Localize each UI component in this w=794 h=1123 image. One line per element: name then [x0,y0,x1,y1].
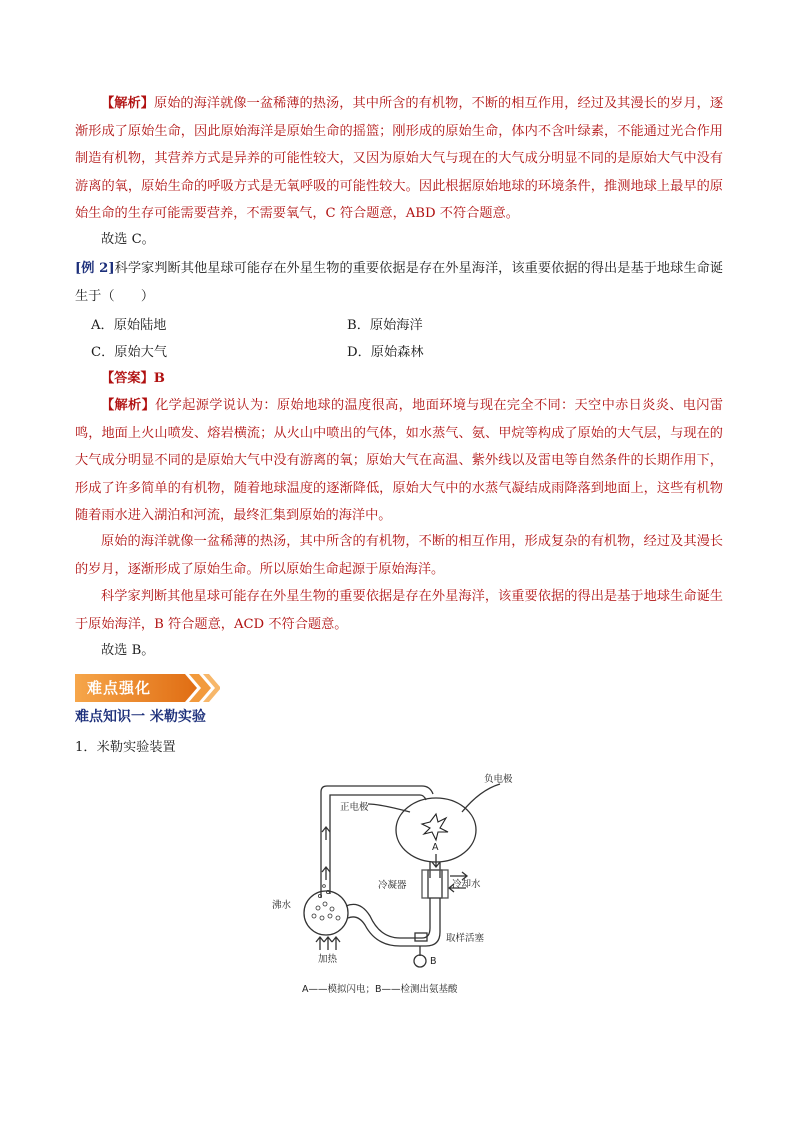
label-b: B [430,956,437,967]
list-item-1: 1．米勒实验装置 [75,740,176,755]
bubbles-icon [312,885,340,920]
analysis-2-p3: 科学家判断其他星球可能存在外星生物的重要依据是存在外星海洋，该重要依据的得出是基于地球生命诞生于原始海洋，B 符合题意，ACD 不符合题意。 [75,589,723,632]
analysis-2-p2: 原始的海洋就像一盆稀薄的热汤，其中所含的有机物，不断的相互作用，形成复杂的有机物，经过及其漫长的岁月，逐渐形成了原始生命。所以原始生命起源于原始海洋。 [75,534,723,577]
negative-electrode-label: 负电极 [484,774,513,785]
condenser-jacket [422,870,448,898]
miller-apparatus-diagram [270,770,535,1000]
heating-label: 加热 [318,954,338,965]
analysis-2-p1-text: 化学起源学说认为：原始地球的温度很高，地面环境与现在完全不同：天空中赤日炎炎、电闪雷鸣，地面上火山喷发、熔岩横流；从火山中喷出的气体，如水蒸气、氨、甲烷等构成了原始的大气层，与现在的大气成分明显不同的是原始大气中没有游离的氧；原始大气在高温、紫外线以及雷电等自然条件的长期作用下，形成了许多简单的有机物，随着地球温度的逐渐降低，原始大气中的水蒸气凝结成雨降落到地面上，这些有机物随着雨水进入湖泊和河流，最终汇集到原始的海洋中。 [75,398,724,523]
boiling-flask [304,891,348,935]
diagram-caption: A——模拟闪电；B——检测出氨基酸 [302,984,458,995]
option-b: B．原始海洋 [347,318,423,333]
spark-icon [422,814,448,840]
example-2-question [75,255,723,310]
banner-title: 难点强化 [87,679,152,697]
sampling-stopcock-label: 取样活塞 [446,933,485,944]
answer-2-tag: 【答案】 [101,371,154,386]
analysis-1-tag: 【解析】 [101,96,154,111]
apparatus-svg [270,770,535,1000]
analysis-1-text: 原始的海洋就像一盆稀薄的热汤，其中所含的有机物，不断的相互作用，经过及其漫长的岁月，逐渐形成了原始生命，因此原始海洋是原始生命的摇篮；刚形成的原始生命，体内不含叶绿素，不能通过光合作用制造有机物，其营养方式是异养的可能性较大，又因为原始大气与现在的大气成分明显不同的是原始大气中没有游离的氧，原始生命的呼吸方式是无氧呼吸的可能性较大。因此根据原始地球的环境条件，推测地球上最早的原始生命的生存可能需要营养，不需要氧气，C 符合题意，ABD 不符合题意。 [75,96,724,221]
condenser-label: 冷凝器 [378,880,407,891]
analysis-2-tag: 【解析】 [101,398,156,413]
option-a: A．原始陆地 [91,318,167,333]
boiling-water-label: 沸水 [272,900,292,911]
label-a: A [432,842,439,853]
section-banner [75,674,220,702]
conclusion-1: 故选 C。 [101,232,155,247]
example-2-text: 科学家判断其他星球可能存在外星生物的重要依据是存在外星海洋，该重要依据的得出是基于地球生命诞生于（ ） [75,261,724,304]
sample-bulb-b [414,955,426,967]
answer-2-value: B [153,371,165,386]
option-d: D．原始森林 [347,345,424,360]
conclusion-2: 故选 B。 [101,643,155,658]
option-c: C．原始大气 [91,345,168,360]
positive-electrode-label: 正电极 [340,802,369,813]
cooling-water-label: 冷却水 [452,879,481,890]
example-2-tag: [例 2] [75,261,115,276]
answer-2 [101,369,165,389]
section-heading: 难点知识一 米勒实验 [75,709,206,725]
analysis-2-p1 [75,392,723,530]
analysis-1 [75,90,723,228]
